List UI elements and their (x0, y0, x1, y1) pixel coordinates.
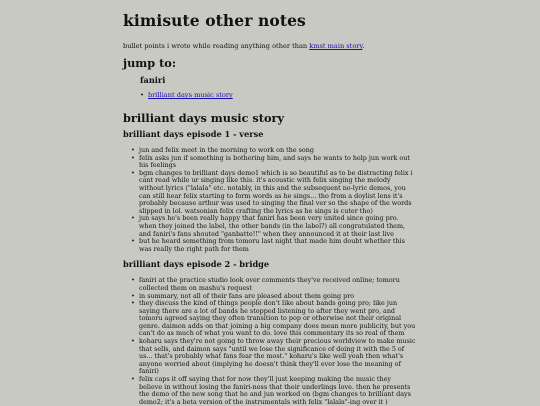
list-item: • but he heard something from tomoru last night that made him doubt whether this was really the right path for them (131, 238, 416, 253)
kmst-main-story-link[interactable]: kmst main story (309, 42, 363, 50)
episode-1-notes (123, 147, 416, 253)
list-item: • felix asks jun if something is bothering him, and says he wants to help jun work out his feelings (131, 155, 416, 170)
faniri-group-heading: faniri (140, 75, 166, 85)
list-item: • faniri at the practice studio look over comments they've received online; tomoru collected them on mashu's request (131, 277, 416, 292)
episode-1-heading: brilliant days episode 1 - verse (123, 129, 264, 139)
episode-2-notes (123, 277, 416, 406)
toc-item (140, 91, 423, 100)
document (123, 0, 423, 406)
page-title: kimisute other notes (123, 11, 306, 30)
list-item: • koharu says they're not going to throw away their precious worldview to make music that sells, and daimon says "until we lose the significance of doing it with the 5 of us... that's probably what fans fear the most." koharu's like well yeah then what's anyone worried about (implying he doesn't think they'll ever lose the meaning of faniri) (131, 338, 416, 376)
toc-link-brilliant-days[interactable]: brilliant days music story (148, 91, 233, 99)
list-item: • jun says he's been really happy that faniri has been very united since going pro. when they joined the label, the other bands (in the label?) all congratulated them, and faniri's fans shouted "ganbatte!!" when they announced it at their last live (131, 215, 416, 238)
jump-to-heading: jump to: (123, 56, 177, 70)
list-item: • felix caps it off saying that for now they'll just keeping making the music they believe in without losing the faniri-ness that their underlings love. then he presents the demo of the new song that he and jun worked on (bgm changes to brilliant days demo2; it's a beta version of the instrumentals with felix "lalala"-ing over it ) (131, 376, 416, 406)
section-heading: brilliant days music story (123, 111, 285, 125)
episode-2-heading: brilliant days episode 2 - bridge (123, 259, 270, 270)
intro-period: . (362, 42, 365, 50)
list-item: • bgm changes to brilliant days demo1 which is so beautiful as to be distracting felix i cant read while ur singing like this. it's acoustic with felix singing the melody without lyrics ("lalala" etc. notably, in this and the subsequent no-lyric demos, you can still hear felix starting to form words as he sings... tho from a doylist lens it's probably because arthur was used to singing the final ver so the shape of the words slipped in lol. watsonian felix crafting the lyrics as he sings is cuter tho) (131, 170, 416, 216)
intro-paragraph (123, 42, 423, 51)
intro-text: bullet points i wrote while reading anything other than (123, 42, 310, 50)
list-item: • jun and felix meet in the morning to work on the song (131, 147, 416, 155)
list-item: • in summary, not all of their fans are pleased about them going pro (131, 293, 416, 301)
list-item: • they discuss the kind of things people don't like about bands going pro; like jun saying there are a lot of bands he stopped listening to after they went pro, and tomoru agreed saying they often transition to pop or otherwise not their original genre. daimon adds on that joining a big company does mean more publicity, but you can't do as much of what you want to do. love this commentary its so real of them (131, 300, 416, 338)
toc-list (123, 91, 423, 100)
